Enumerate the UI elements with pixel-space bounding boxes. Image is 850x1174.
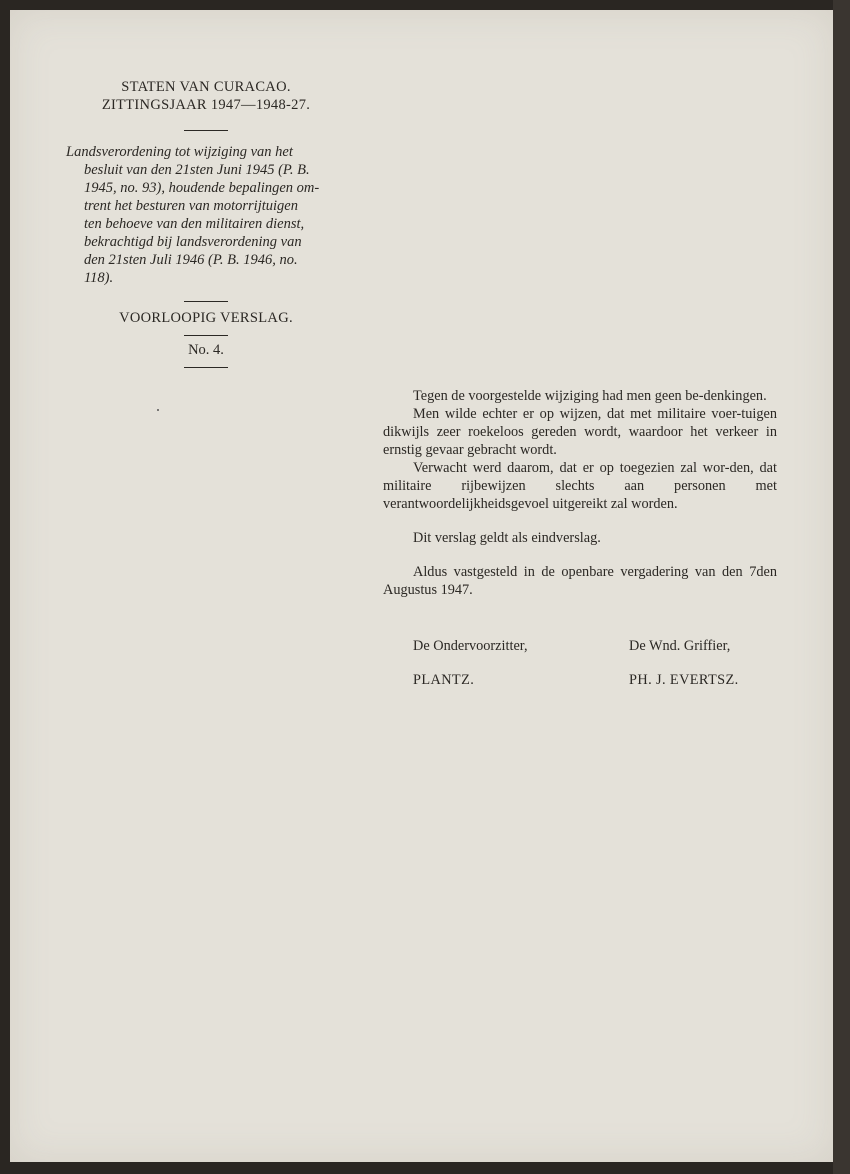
session-year: ZITTINGSJAAR 1947—1948-27.: [101, 97, 311, 113]
scan-edge: [833, 0, 850, 1174]
vice-chair-name: PLANTZ.: [413, 672, 475, 688]
paper-speck: [157, 409, 159, 411]
divider-rule: [184, 130, 228, 131]
header-column: [60, 78, 352, 368]
ordinance-title: [60, 143, 352, 287]
report-body: [383, 387, 777, 688]
divider-rule: [184, 335, 228, 336]
title-line: besluit van den 21sten Juni 1945 (P. B.: [84, 162, 310, 178]
paragraph: Aldus vastgesteld in de openbare vergadering van den 7den Augustus 1947.: [383, 564, 777, 598]
paragraph: Dit verslag geldt als eindverslag.: [413, 530, 601, 546]
title-line: trent het besturen van motorrijtuigen: [84, 198, 298, 214]
divider-rule: [184, 367, 228, 368]
clerk-name: PH. J. EVERTSZ.: [629, 672, 739, 688]
report-number: No. 4.: [188, 342, 224, 358]
paragraph: Tegen de voorgestelde wijziging had men geen be-denkingen.: [413, 388, 767, 404]
clerk-title: De Wnd. Griffier,: [629, 638, 731, 654]
title-line: 1945, no. 93), houdende bepalingen om-: [84, 180, 320, 196]
title-line: 118).: [84, 270, 114, 286]
title-line: ten behoeve van den militairen dienst,: [84, 216, 305, 232]
title-line: den 21sten Juli 1946 (P. B. 1946, no.: [84, 252, 298, 268]
divider-rule: [184, 301, 228, 302]
paragraph: Men wilde echter er op wijzen, dat met militaire voer-tuigen dikwijls zeer roekeloos gereden wordt, waardoor het verkeer in ernstig gevaar gebracht wordt.: [383, 406, 777, 458]
report-label: VOORLOOPIG VERSLAG.: [119, 310, 293, 326]
title-line: bekrachtigd bij landsverordening van: [84, 234, 302, 250]
vice-chair-title: De Ondervoorzitter,: [413, 638, 528, 654]
paragraph: Verwacht werd daarom, dat er op toegezien zal wor-den, dat militaire rijbewijzen slechts aan personen met verantwoordelijkheidsgevoel uitgereikt zal worden.: [383, 460, 777, 512]
assembly-name: STATEN VAN CURACAO.: [121, 79, 291, 95]
title-line: Landsverordening tot wijziging van het: [66, 144, 293, 160]
